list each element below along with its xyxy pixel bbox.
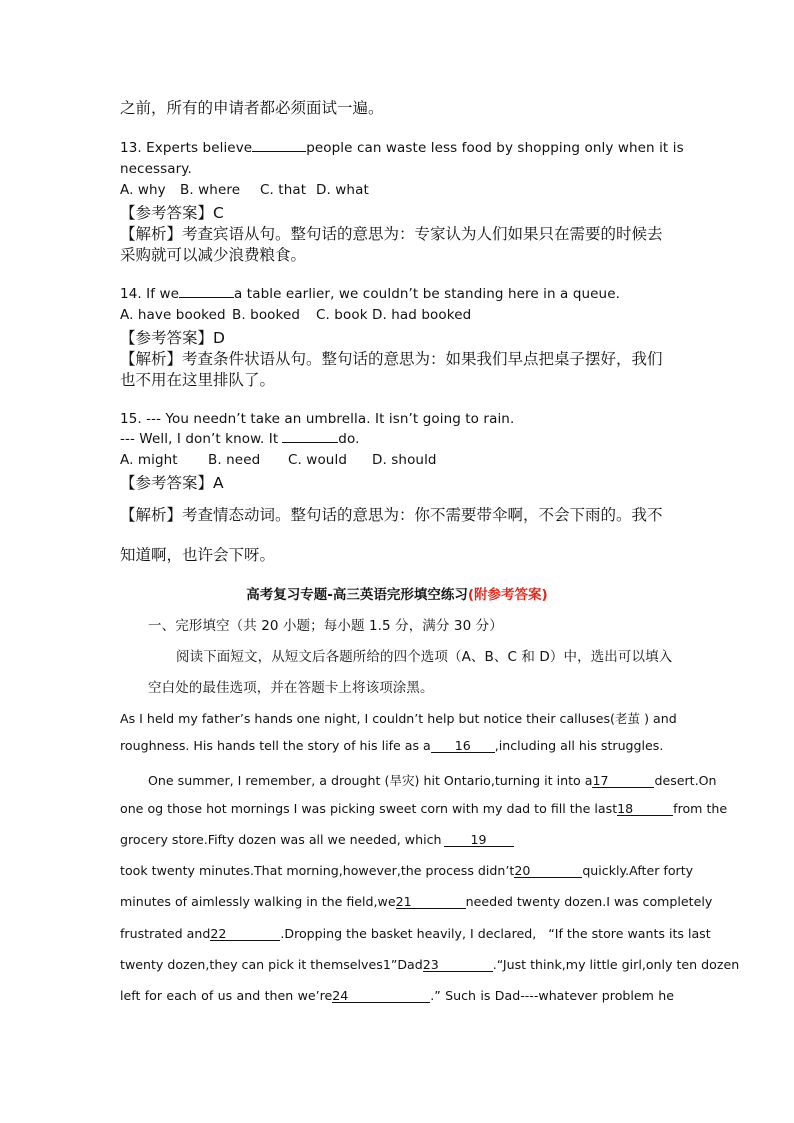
q15-option-a: A. might: [120, 452, 178, 468]
passage-line-5: grocery store.Fifty dozen was all we needed, which 19: [120, 832, 514, 847]
q15-line2: --- Well, I don’t know. It do.: [120, 431, 360, 447]
q13-stem-line2: necessary.: [120, 161, 192, 177]
blank-22: 22: [210, 927, 280, 941]
q13-analysis-line2: 采购就可以减少浪费粮食。: [120, 246, 307, 264]
q13-analysis-line1: 【解析】考查宾语从句。整句话的意思为：专家认为人们如果只在需要的时候去: [120, 225, 663, 243]
q15-blank: [282, 442, 338, 443]
blank-17: 17: [592, 774, 654, 788]
passage-line-8: frustrated and22 .Dropping the basket heavily, I declared, “If the store wants its last: [120, 926, 711, 941]
passage-line-1: As I held my father’s hands one night, I couldn’t help but notice their calluses(老茧 ) and: [120, 711, 677, 726]
q13-answer: 【参考答案】C: [120, 204, 224, 222]
section-heading: 一、完形填空（共 20 小题；每小题 1.5 分，满分 30 分）: [148, 618, 503, 634]
q14-option-c: C. book: [316, 307, 368, 323]
q15-analysis-line2: 知道啊，也许会下呀。: [120, 546, 276, 564]
q14-answer: 【参考答案】D: [120, 329, 225, 347]
passage-line-4: one og those hot mornings I was picking sweet corn with my dad to fill the last18 from the: [120, 801, 728, 816]
q15-line1: 15. --- You needn’t take an umbrella. It isn’t going to rain.: [120, 411, 515, 427]
passage-line-2: roughness. His hands tell the story of his life as a 16 ,including all his struggles.: [120, 738, 664, 753]
q12-analysis-tail: 之前，所有的申请者都必须面试一遍。: [120, 99, 384, 117]
q13-blank: [252, 151, 306, 152]
q14-analysis-line1: 【解析】考查条件状语从句。整句话的意思为：如果我们早点把桌子摆好，我们: [120, 350, 663, 368]
section-instructions-line2: 空白处的最佳选项，并在答题卡上将该项涂黑。: [148, 680, 434, 696]
section-title-red: (附参考答案): [467, 587, 548, 603]
passage-line-3: One summer, I remember, a drought (旱灾) hit Ontario,turning it into a17 desert.On: [148, 773, 717, 788]
blank-23: 23: [423, 958, 493, 972]
q14-option-b: B. booked: [232, 307, 301, 323]
q15-option-d: D. should: [372, 452, 437, 468]
blank-24: 24: [332, 989, 430, 1003]
q13-option-a: A. why: [120, 182, 166, 198]
section-instructions-line1: 阅读下面短文，从短文后各题所给的四个选项（A、B、C 和 D）中，选出可以填入: [176, 649, 673, 665]
q13-option-c: C. that: [260, 182, 307, 198]
q14-blank: [179, 297, 234, 298]
blank-21: 21: [396, 895, 466, 909]
passage-line-6: took twenty minutes.That morning,however,the process didn’t20 quickly.After forty: [120, 863, 694, 878]
q15-option-c: C. would: [288, 452, 347, 468]
q15-options: [120, 452, 437, 468]
q13-option-b: B. where: [180, 182, 241, 198]
q14-analysis-line2: 也不用在这里排队了。: [120, 371, 276, 389]
q13-options: [120, 182, 369, 198]
passage-line-9: twenty dozen,they can pick it themselves1”Dad23 .“Just think,my little girl,only ten dozen: [120, 957, 740, 972]
section-title: 高考复习专题-高三英语完形填空练习(附参考答案): [246, 587, 548, 603]
blank-19: 19: [444, 833, 514, 847]
q15-analysis-line1: 【解析】考查情态动词。整句话的意思为：你不需要带伞啊，不会下雨的。我不: [120, 506, 663, 524]
blank-20: 20: [514, 864, 582, 878]
q13-option-d: D. what: [316, 182, 369, 198]
passage-line-7: minutes of aimlessly walking in the field,we21 needed twenty dozen.I was completely: [120, 894, 713, 909]
q14-option-d: D. had booked: [372, 307, 472, 323]
q14-option-a: A. have booked: [120, 307, 226, 323]
passage-line-10: left for each of us and then we’re24 .” Such is Dad----whatever problem he: [120, 988, 674, 1003]
q14-options: [120, 307, 471, 323]
blank-18: 18: [617, 802, 673, 816]
blank-16: 16: [431, 739, 495, 753]
q15-answer: 【参考答案】A: [120, 474, 224, 492]
q14-stem: 14. If we a table earlier, we couldn’t be standing here in a queue.: [120, 286, 621, 302]
q13-stem-line1: 13. Experts believe people can waste less food by shopping only when it is: [120, 140, 684, 156]
q15-option-b: B. need: [208, 452, 261, 468]
